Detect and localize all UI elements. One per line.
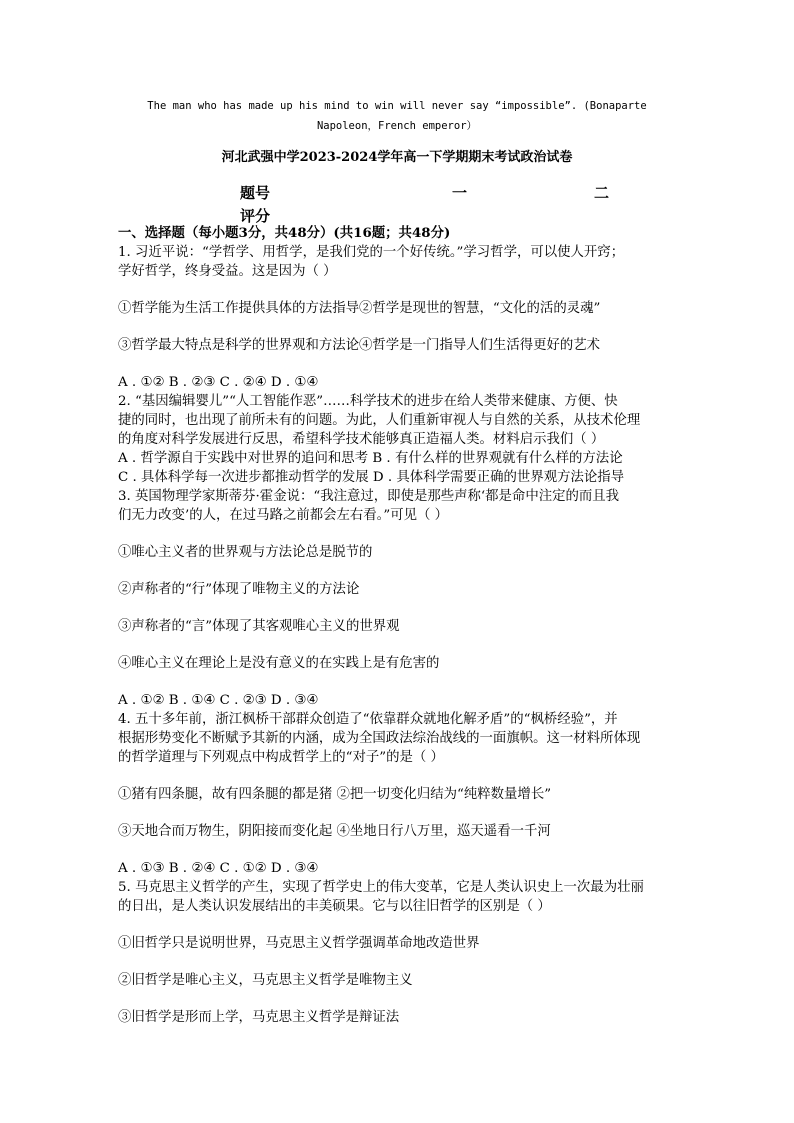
score-label-number: 题号 — [240, 184, 271, 202]
quote-line-2: Napoleon，French emperor） — [316, 120, 478, 132]
question-text: 的哲学道理与下列观点中构成哲学上的“对子”的是（ ） — [118, 750, 444, 765]
question-2 — [118, 392, 678, 487]
question-3 — [118, 487, 678, 710]
score-col-2: 二 — [594, 184, 610, 202]
statement-option: ③天地合而万物生，阴阳接而变化起 ④坐地日行八万里，巡天遥看一千河 — [118, 824, 551, 839]
score-label-grade: 评分 — [240, 207, 271, 225]
statement-option: ③哲学最大特点是科学的世界观和方法论④哲学是一门指导人们生活得更好的艺术 — [118, 338, 601, 353]
statement-option: ①哲学能为生活工作提供具体的方法指导②哲学是现世的智慧，“文化的活的灵魂” — [118, 301, 601, 316]
question-text: 根据形势变化不断赋予其新的内涵，成为全国政法综治战线的一面旗帜。这一材料所体现 — [118, 731, 641, 746]
answer-choices: A . ①③ B . ②④ C . ①② D . ③④ — [118, 861, 319, 876]
question-text: 们无力改变’的人，在过马路之前都会左右看。”可见（ ） — [118, 508, 449, 523]
motto-quote — [120, 96, 674, 136]
statement-option: ④唯心主义在理论上是没有意义的在实践上是有危害的 — [118, 656, 440, 671]
question-text: 学好哲学，终身受益。这是因为（ ） — [118, 264, 337, 279]
question-text: 4. 五十多年前，浙江枫桥干部群众创造了“依靠群众就地化解矛盾”的“枫桥经验”，并 — [118, 712, 618, 727]
statement-option: ③声称者的“言”体现了其客观唯心主义的世界观 — [118, 619, 400, 634]
question-text: 2. “基因编辑婴儿”“人工智能作恶”……科学技术的进步在给人类带来健康、方便、快 — [118, 394, 618, 409]
statement-option: ①唯心主义者的世界观与方法论总是脱节的 — [118, 545, 373, 560]
statement-option: ①猪有四条腿，故有四条腿的都是猪 ②把一切变化归结为“纯粹数量增长” — [118, 787, 552, 802]
question-text: 的日出，是人类认识发展结出的丰美硕果。它与以往旧哲学的区别是（ ） — [118, 899, 551, 914]
answer-choices: A . 哲学源自于实践中对世界的追问和思考 B . 有什么样的世界观就有什么样的方法论 — [118, 451, 623, 466]
statement-option: ①旧哲学只是说明世界，马克思主义哲学强调革命地改造世界 — [118, 936, 480, 951]
question-text: 3. 英国物理学家斯蒂芬·霍金说：“我注意过，即使是那些声称‘都是命中注定的而且我 — [118, 489, 620, 504]
statement-option: ②声称者的“行”体现了唯物主义的方法论 — [118, 582, 360, 597]
quote-line-1: The man who has made up his mind to win will never say “impossible”. (Bonaparte — [147, 100, 647, 112]
question-5 — [118, 878, 678, 1027]
answer-choices: A . ①② B . ②③ C . ②④ D . ①④ — [118, 375, 319, 390]
question-4 — [118, 710, 678, 878]
score-col-1: 一 — [452, 184, 468, 202]
question-text: 的角度对科学发展进行反思，希望科学技术能够真正造福人类。材料启示我们（ ） — [118, 432, 605, 447]
page-title: 河北武强中学2023-2024学年高一下学期期末考试政治试卷 — [221, 150, 573, 165]
question-1 — [118, 243, 678, 392]
questions — [118, 224, 678, 1027]
statement-option: ③旧哲学是形而上学，马克思主义哲学是辩证法 — [118, 1010, 400, 1025]
question-text: 1. 习近平说：“学哲学、用哲学，是我们党的一个好传统。”学习哲学，可以使人开窍； — [118, 245, 625, 260]
question-text: 捷的同时，也出现了前所未有的问题。为此，人们重新审视人与自然的关系，从技术伦理 — [118, 413, 641, 428]
section-heading: 一、选择题（每小题3分，共48分）(共16题；共48分) — [118, 225, 451, 241]
question-text: 5. 马克思主义哲学的产生，实现了哲学史上的伟大变革，它是人类认识史上一次最为壮丽 — [118, 880, 644, 895]
statement-option: ②旧哲学是唯心主义，马克思主义哲学是唯物主义 — [118, 973, 413, 988]
answer-choices: C . 具体科学每一次进步都推动哲学的发展 D . 具体科学需要正确的世界观方法论指导 — [118, 470, 625, 485]
answer-choices: A . ①② B . ①④ C . ②③ D . ③④ — [118, 693, 319, 708]
